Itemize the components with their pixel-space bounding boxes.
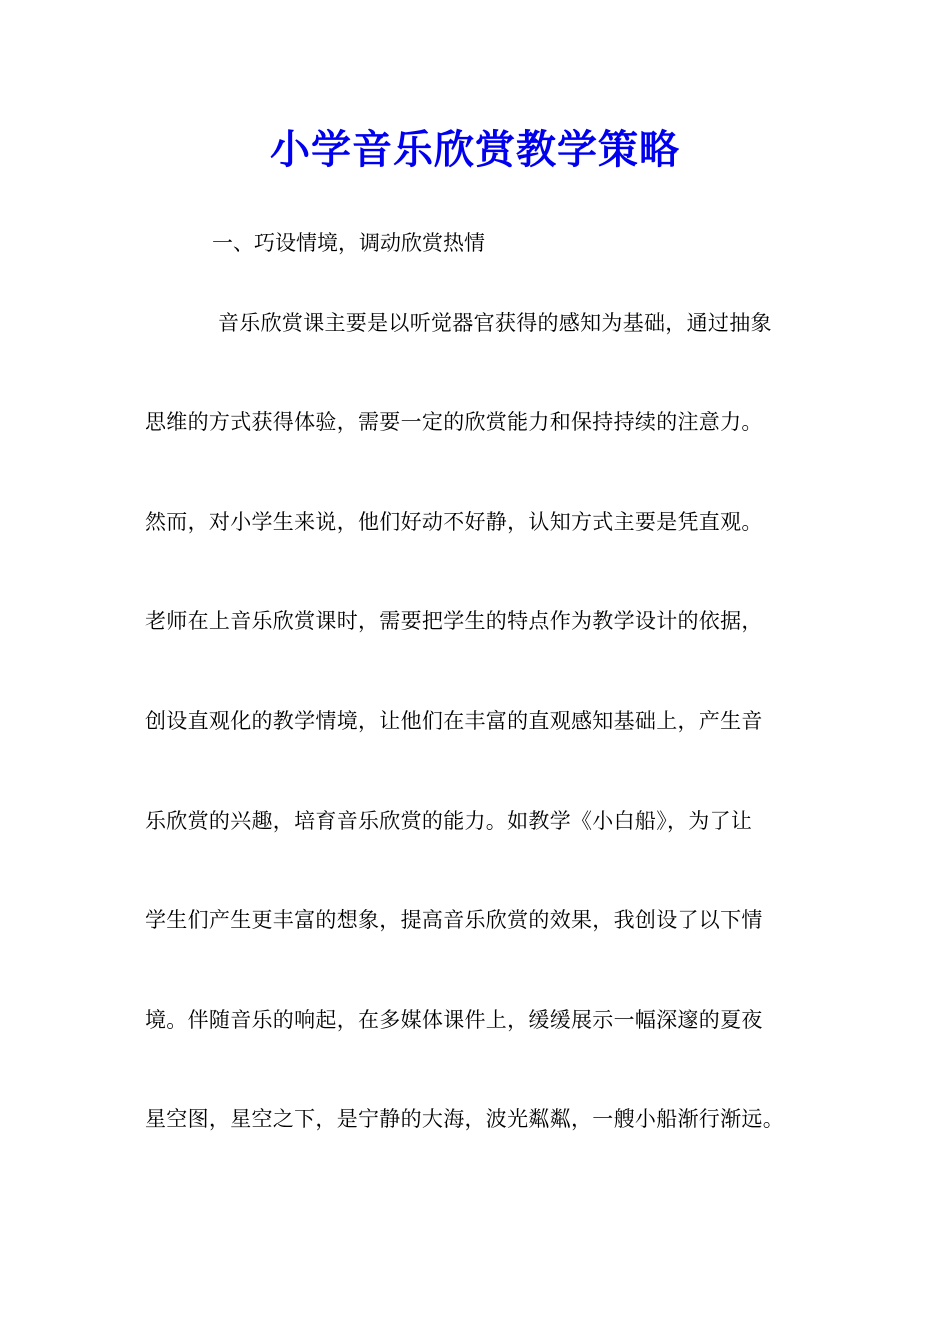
paragraph-line: 星空图，星空之下，是宁静的大海，波光粼粼，一艘小船渐行渐远。: [145, 1107, 784, 1131]
paragraph-line: 音乐欣赏课主要是以听觉器官获得的感知为基础，通过抽象: [218, 311, 772, 335]
paragraph-line: 学生们产生更丰富的想象，提高音乐欣赏的效果，我创设了以下情: [145, 908, 763, 932]
paragraph-line: 乐欣赏的兴趣，培育音乐欣赏的能力。如教学《小白船》，为了让: [145, 809, 753, 833]
section-heading: 一、巧设情境，调动欣赏热情: [212, 231, 485, 255]
paragraph-line: 思维的方式获得体验，需要一定的欣赏能力和保持持续的注意力。: [145, 410, 763, 434]
paragraph-line: 老师在上音乐欣赏课时，需要把学生的特点作为教学设计的依据，: [145, 609, 763, 633]
page-title: 小学音乐欣赏教学策略: [270, 126, 680, 173]
paragraph-line: 创设直观化的教学情境，让他们在丰富的直观感知基础上，产生音: [145, 709, 763, 733]
paragraph-line: 境。伴随音乐的响起，在多媒体课件上，缓缓展示一幅深邃的夏夜: [145, 1008, 763, 1032]
paragraph-line: 然而，对小学生来说，他们好动不好静，认知方式主要是凭直观。: [145, 510, 763, 534]
